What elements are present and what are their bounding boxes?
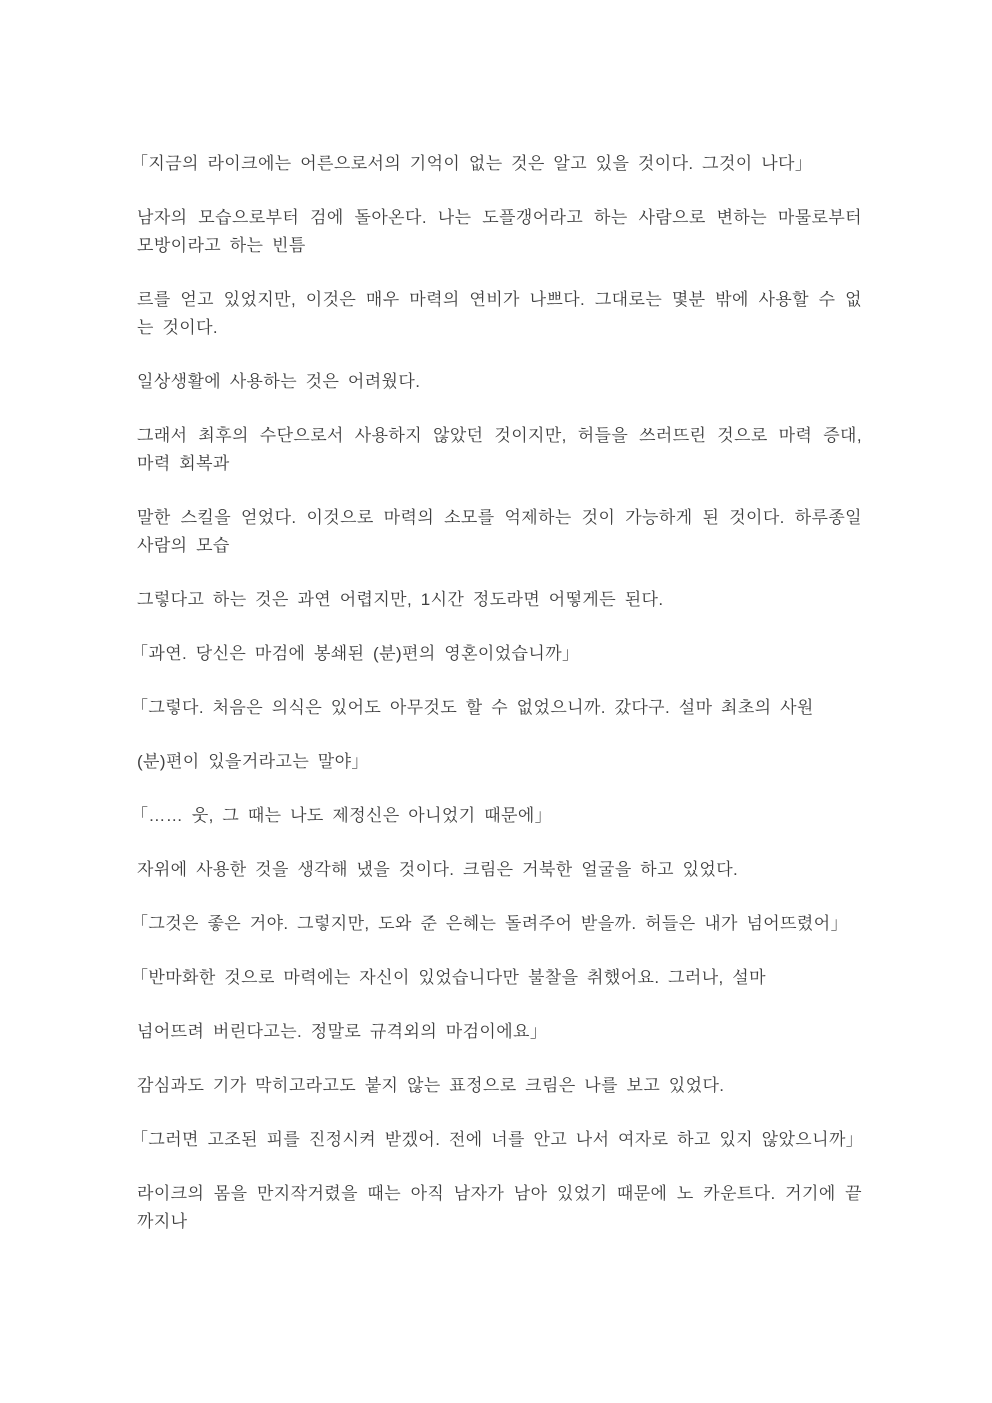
paragraph: 「과연. 당신은 마검에 봉쇄된 (분)편의 영혼이었습니까」 [131, 644, 580, 663]
paragraph: 남자의 모습으로부터 검에 돌아온다. 나는 도플갱어라고 하는 사람으로 변하는 마물로부터 모방이라고 하는 빈틈 [137, 208, 862, 255]
paragraph: 말한 스킬을 얻었다. 이것으로 마력의 소모를 억제하는 것이 가능하게 된 것이다. 하루종일 사람의 모습 [137, 508, 862, 555]
paragraph: 일상생활에 사용하는 것은 어려웠다. [137, 372, 421, 391]
paragraph: 자위에 사용한 것을 생각해 냈을 것이다. 크림은 거북한 얼굴을 하고 있었다. [137, 860, 739, 879]
paragraph: (분)편이 있을거라고는 말야」 [137, 752, 369, 771]
paragraph: 그렇다고 하는 것은 과연 어렵지만, 1시간 정도라면 어떻게든 된다. [137, 590, 664, 609]
paragraph: 「반마화한 것으로 마력에는 자신이 있었습니다만 불찰을 취했어요. 그러나, 설마 [131, 968, 766, 987]
paragraph: 감심과도 기가 막히고라고도 붙지 않는 표정으로 크림은 나를 보고 있었다. [137, 1076, 725, 1095]
paragraph: 「그렇다. 처음은 의식은 있어도 아무것도 할 수 없었으니까. 갔다구. 설마 최초의 사원 [131, 698, 814, 717]
paragraph: 「그것은 좋은 거야. 그렇지만, 도와 준 은혜는 돌려주어 받을까. 허들은 내가 넘어뜨렸어」 [131, 914, 848, 933]
paragraph: 「지금의 라이크에는 어른으로서의 기억이 없는 것은 알고 있을 것이다. 그것이 나다」 [131, 154, 813, 173]
paragraph: 라이크의 몸을 만지작거렸을 때는 아직 남자가 남아 있었기 때문에 노 카운트다. 거기에 끝까지나 [137, 1184, 862, 1231]
paragraph: 「…… 웃, 그 때는 나도 제정신은 아니었기 때문에」 [131, 806, 553, 825]
paragraph: 「그러면 고조된 피를 진정시켜 받겠어. 전에 너를 안고 나서 여자로 하고 있지 않았으니까」 [131, 1130, 864, 1149]
paragraph: 르를 얻고 있었지만, 이것은 매우 마력의 연비가 나쁘다. 그대로는 몇분 밖에 사용할 수 없는 것이다. [137, 290, 862, 337]
paragraph: 넘어뜨려 버린다고는. 정말로 규격외의 마검이에요」 [137, 1022, 548, 1041]
paragraph: 그래서 최후의 수단으로서 사용하지 않았던 것이지만, 허들을 쓰러뜨린 것으로 마력 증대, 마력 회복과 [137, 426, 862, 473]
document-body [131, 150, 864, 1236]
